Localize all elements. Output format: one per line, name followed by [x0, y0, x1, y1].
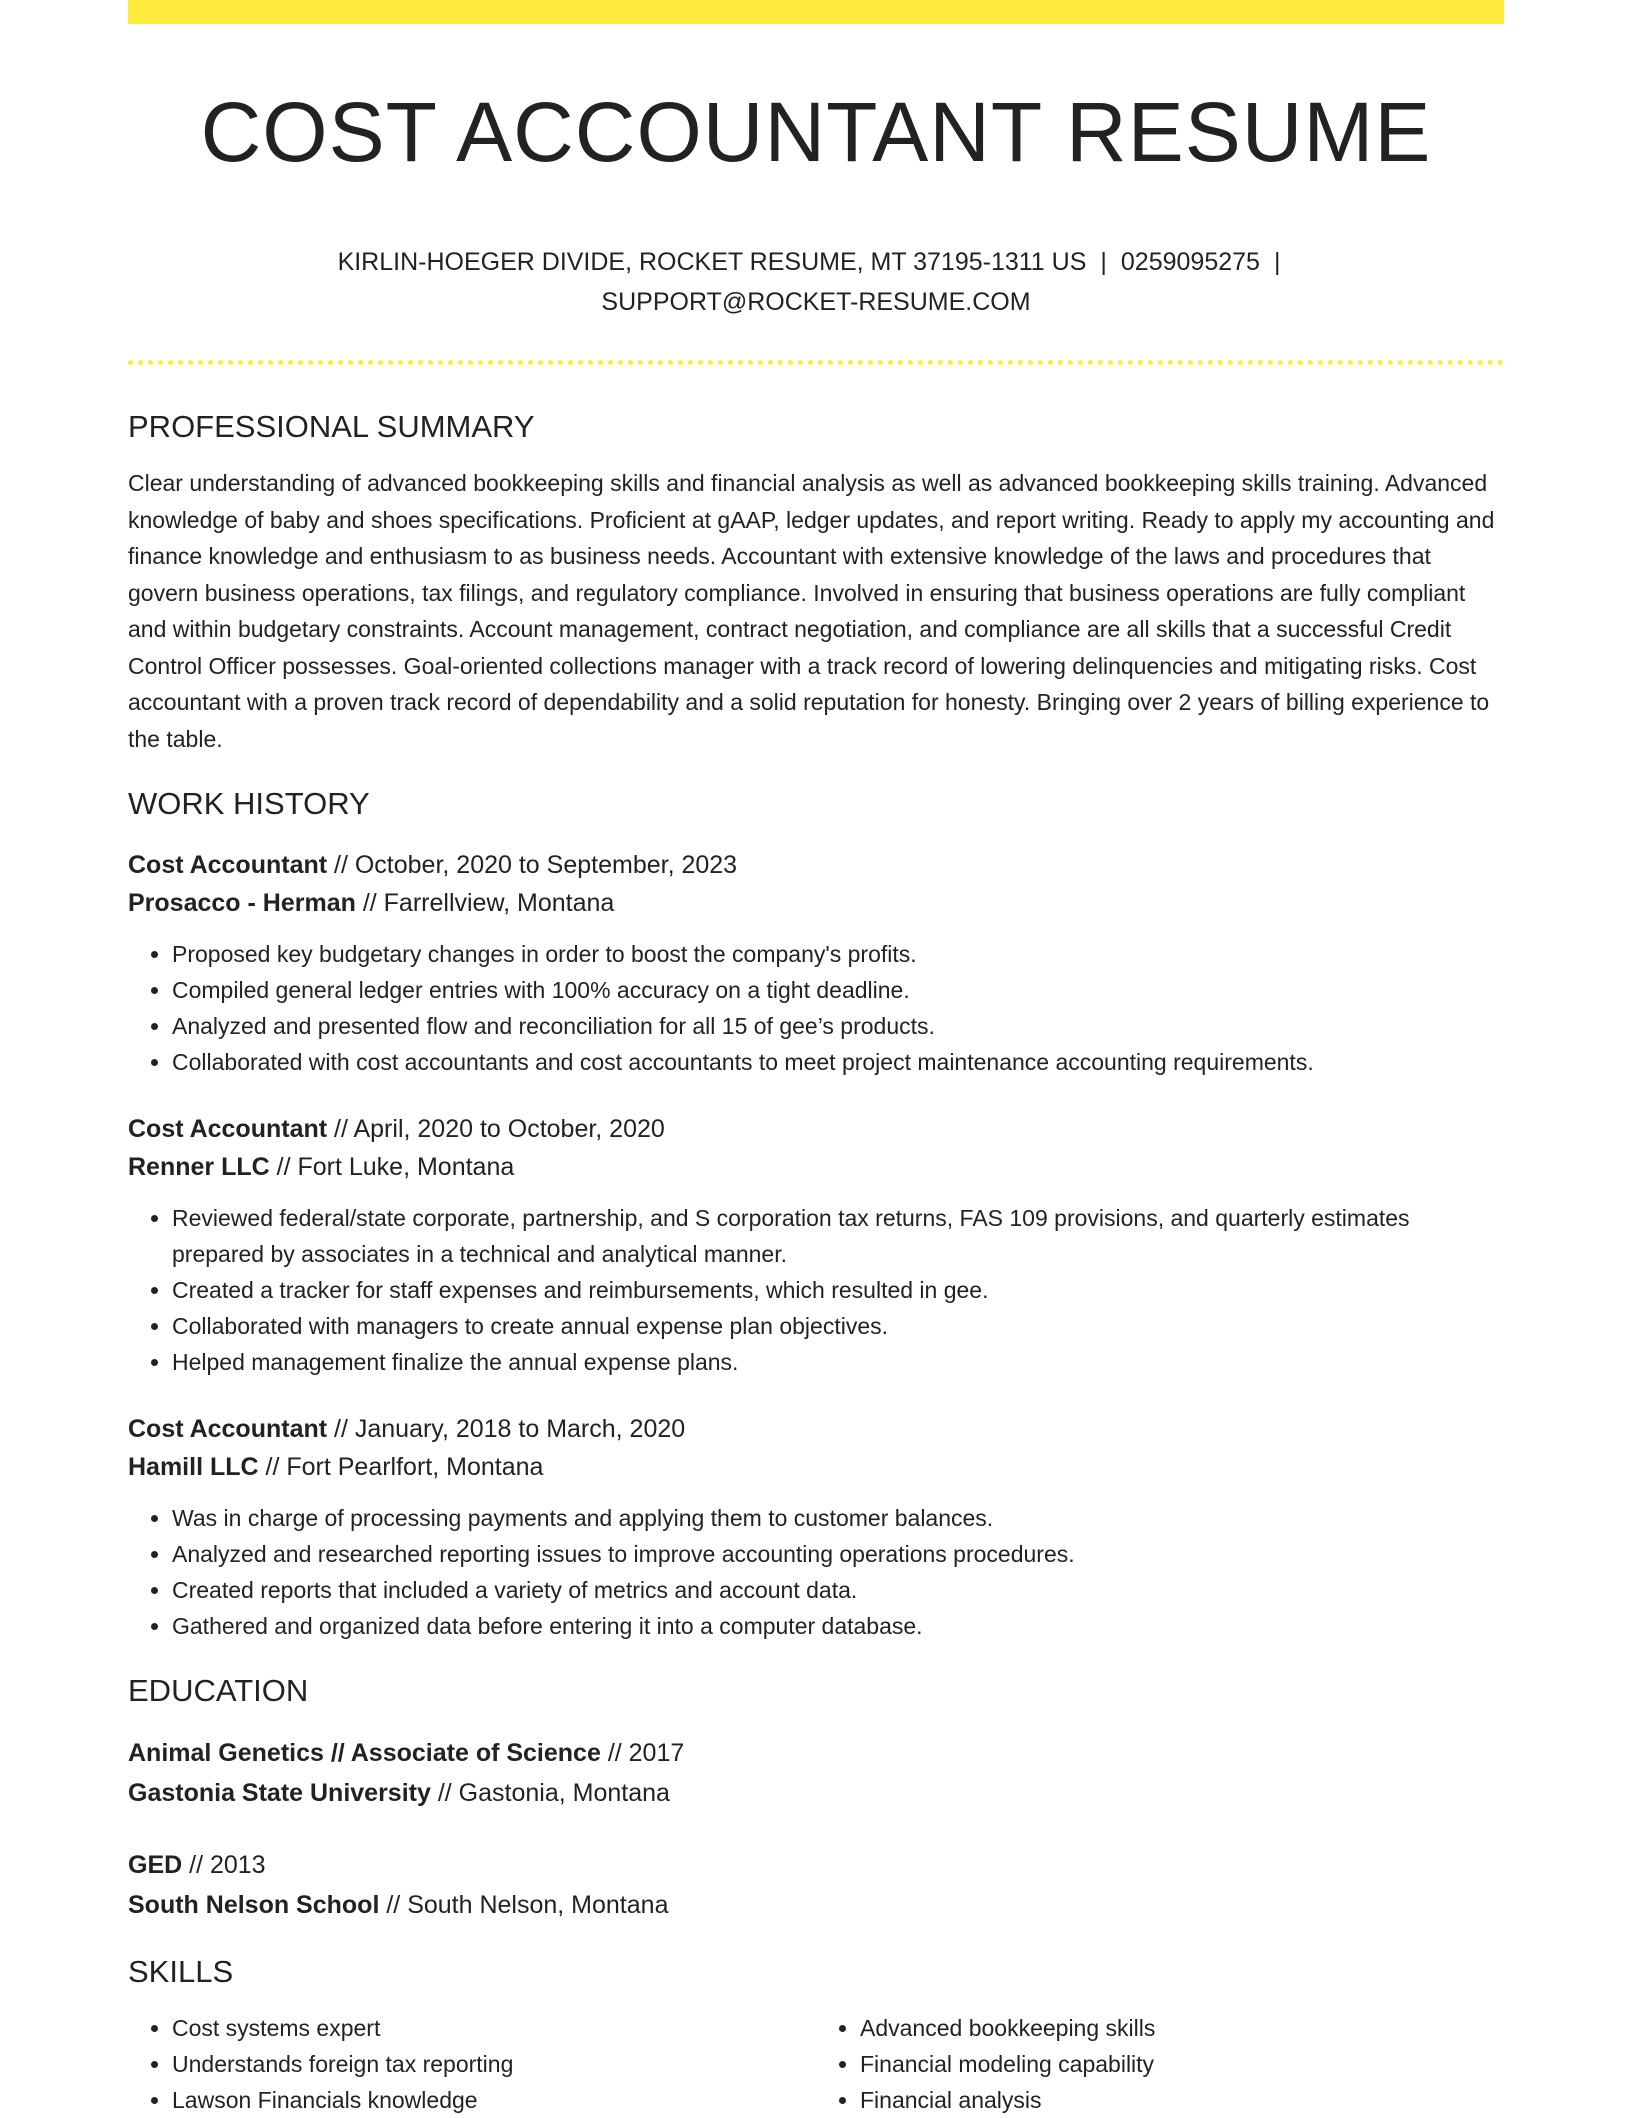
dotted-divider: [128, 360, 1504, 365]
summary-heading: PROFESSIONAL SUMMARY: [128, 409, 535, 445]
list-item: • Proposed key budgetary changes in order to boost the company's profits.: [172, 936, 1504, 972]
school-location: // South Nelson, Montana: [379, 1891, 669, 1920]
job-location: // Farrellview, Montana: [355, 889, 615, 918]
job-bullets: [128, 936, 1504, 1080]
job-location: // Fort Luke, Montana: [269, 1153, 515, 1182]
skill-item: • Financial modeling capability: [860, 2046, 1504, 2082]
degree: Animal Genetics // Associate of Science: [128, 1739, 601, 1768]
separator: |: [1100, 248, 1107, 277]
degree-year: // 2017: [600, 1739, 685, 1768]
summary-text: Clear understanding of advanced bookkeeping skills and financial analysis as well as advanced bookkeeping skills training. Advanced knowledge of baby and shoes specifications. Proficient at gAAP, ledger updates, and report writing. Ready to apply my accounting and finance knowledge and enthusiasm to as business needs. Accountant with extensive knowledge of the laws and procedures that govern business operations, tax filings, and regulatory compliance. Involved in ensuring that business operations are fully compliant and within budgetary constraints. Account management, contract negotiation, and compliance are all skills that a successful Credit Control Officer possesses. Goal-oriented collections manager with a track record of lowering delinquencies and mitigating risks. Cost accountant with a proven track record of dependability and a solid reputation for honesty. Bringing over 2 years of billing experience to the table.: [128, 470, 1495, 752]
top-accent-bar: [128, 0, 1504, 24]
separator: |: [1273, 248, 1281, 277]
skills-column-left: [128, 2010, 816, 2118]
job-dates: // January, 2018 to March, 2020: [327, 1415, 686, 1444]
list-item: • Gathered and organized data before entering it into a computer database.: [172, 1608, 1504, 1644]
list-item: • Analyzed and presented flow and reconciliation for all 15 of gee’s products.: [172, 1008, 1504, 1044]
education-entry: [128, 1733, 1504, 1813]
list-item: • Analyzed and researched reporting issues to improve accounting operations procedures.: [172, 1536, 1504, 1572]
education-entry: [128, 1845, 1504, 1925]
job-title: Cost Accountant: [128, 1415, 328, 1444]
job-company: Hamill LLC: [128, 1453, 259, 1482]
job-entry: [128, 1110, 1504, 1380]
list-item: • Created a tracker for staff expenses and reimbursements, which resulted in gee.: [172, 1272, 1504, 1308]
job-company-line: [128, 1148, 1504, 1186]
list-item: • Compiled general ledger entries with 100% accuracy on a tight deadline.: [172, 972, 1504, 1008]
job-bullets: [128, 1500, 1504, 1644]
address: KIRLIN-HOEGER DIVIDE, ROCKET RESUME, MT 37195-1311 US: [337, 248, 1087, 277]
list-item: • Collaborated with cost accountants and cost accountants to meet project maintenance accounting requirements.: [172, 1044, 1504, 1080]
job-title-line: [128, 1410, 1504, 1448]
job-entry: [128, 846, 1504, 1080]
skill-item: • Understands foreign tax reporting: [172, 2046, 816, 2082]
resume-page: [128, 0, 1504, 2118]
work-history-heading: WORK HISTORY: [128, 786, 370, 822]
list-item: • Collaborated with managers to create annual expense plan objectives.: [172, 1308, 1504, 1344]
list-item: • Helped management finalize the annual expense plans.: [172, 1344, 1504, 1380]
skills-list: [128, 2010, 816, 2118]
skill-item: • Lawson Financials knowledge: [172, 2082, 816, 2118]
job-company-line: [128, 1448, 1504, 1486]
email: SUPPORT@ROCKET-RESUME.COM: [601, 288, 1031, 317]
job-location: // Fort Pearlfort, Montana: [258, 1453, 544, 1482]
resume-title: COST ACCOUNTANT RESUME: [200, 85, 1432, 179]
skill-item: • Cost systems expert: [172, 2010, 816, 2046]
job-company-line: [128, 884, 1504, 922]
school: Gastonia State University: [128, 1779, 431, 1808]
skills-column-right: [816, 2010, 1504, 2118]
job-title: Cost Accountant: [128, 1115, 328, 1144]
degree-line: [128, 1845, 1504, 1885]
job-bullets: [128, 1200, 1504, 1380]
degree: GED: [128, 1851, 183, 1880]
school-line: [128, 1773, 1504, 1813]
education-heading: EDUCATION: [128, 1673, 309, 1709]
degree-line: [128, 1733, 1504, 1773]
degree-year: // 2013: [182, 1851, 266, 1880]
school-location: // Gastonia, Montana: [430, 1779, 670, 1808]
contact-line-1: [128, 242, 1504, 282]
contact-info: [128, 242, 1504, 322]
skill-item: • Advanced bookkeeping skills: [860, 2010, 1504, 2046]
job-entry: [128, 1410, 1504, 1644]
job-dates: // October, 2020 to September, 2023: [327, 851, 738, 880]
job-title-line: [128, 1110, 1504, 1148]
skills-grid: [128, 2010, 1504, 2118]
list-item: • Reviewed federal/state corporate, partnership, and S corporation tax returns, FAS 109 provisions, and quarterly estimates prepared by associates in a technical and analytical manner.: [172, 1200, 1504, 1272]
job-dates: // April, 2020 to October, 2020: [327, 1115, 665, 1144]
job-company: Renner LLC: [128, 1153, 270, 1182]
school-line: [128, 1885, 1504, 1925]
skills-heading: SKILLS: [128, 1954, 234, 1990]
job-title-line: [128, 846, 1504, 884]
job-company: Prosacco - Herman: [128, 889, 356, 918]
school: South Nelson School: [128, 1891, 380, 1920]
phone: 0259095275: [1120, 248, 1260, 277]
contact-line-2: [128, 282, 1504, 322]
list-item: • Was in charge of processing payments and applying them to customer balances.: [172, 1500, 1504, 1536]
skills-list: [816, 2010, 1504, 2118]
skill-item: • Financial analysis: [860, 2082, 1504, 2118]
list-item: • Created reports that included a variety of metrics and account data.: [172, 1572, 1504, 1608]
job-title: Cost Accountant: [128, 851, 328, 880]
